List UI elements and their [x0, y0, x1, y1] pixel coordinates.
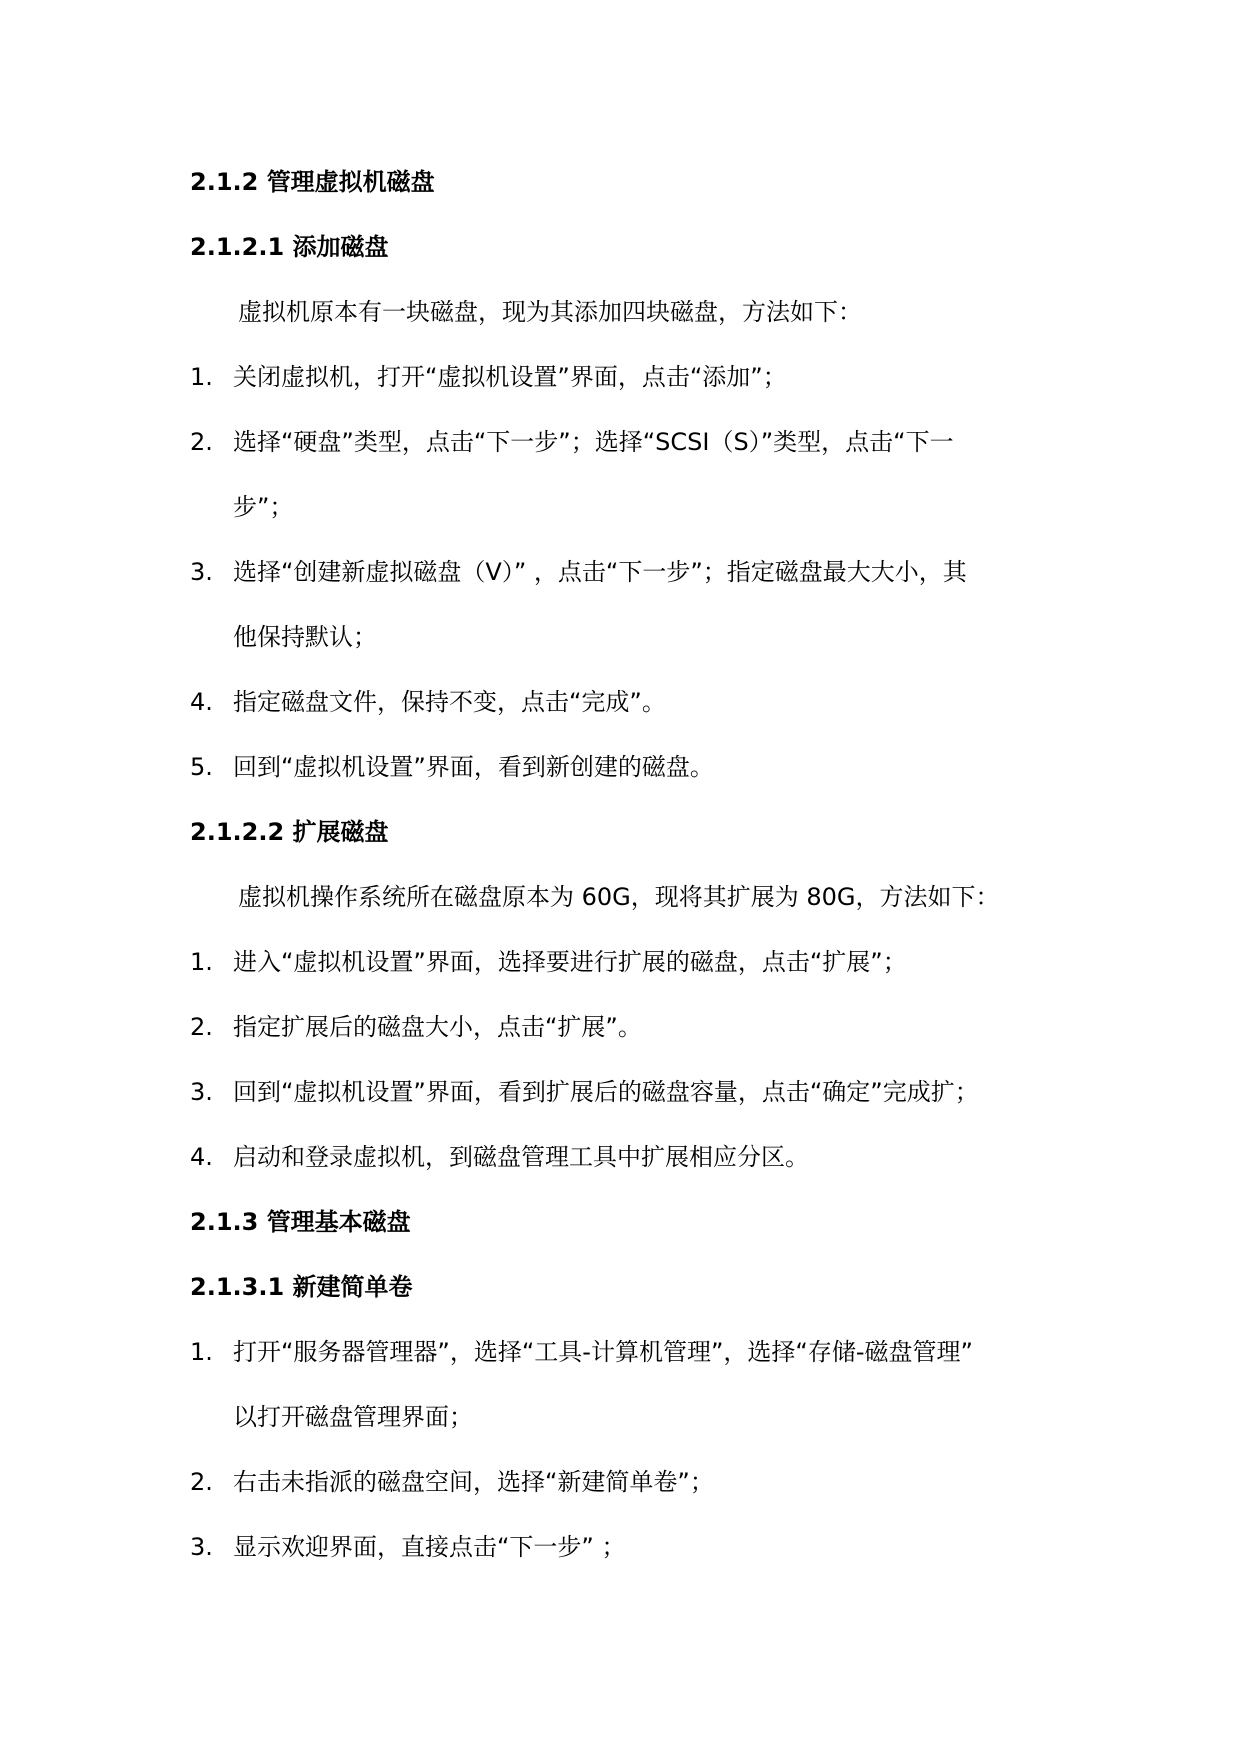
- list-text: 选择“硬盘”类型，点击“下一步”；选择“SCSI（S）”类型，点击“下一: [233, 428, 954, 456]
- list-continuation: 他保持默认；: [233, 623, 377, 651]
- list-item: [190, 670, 1070, 735]
- list-text: 右击未指派的磁盘空间，选择“新建简单卷”；: [233, 1468, 714, 1496]
- list-number: 3.: [190, 1533, 213, 1561]
- list-number: 4.: [190, 1143, 213, 1171]
- list-number: 3.: [190, 1078, 213, 1106]
- list-text: 打开“服务器管理器”，选择“工具-计算机管理”，选择“存储-磁盘管理”: [233, 1338, 973, 1366]
- list-number: 3.: [190, 558, 213, 586]
- list-item: [190, 410, 1070, 475]
- list-item: [190, 540, 1070, 605]
- list-continuation: 步”；: [233, 493, 294, 521]
- list-number: 2.: [190, 1468, 213, 1496]
- list-number: 1.: [190, 1338, 213, 1366]
- list-item: [190, 345, 1070, 410]
- intro-paragraph-extend-disk: 虚拟机操作系统所在磁盘原本为 60G，现将其扩展为 80G，方法如下：: [238, 883, 1000, 911]
- list-text: 回到“虚拟机设置”界面，看到扩展后的磁盘容量，点击“确定”完成扩；: [233, 1078, 979, 1106]
- heading-2-1-2: 2.1.2 管理虚拟机磁盘: [190, 168, 435, 196]
- list-text: 进入“虚拟机设置”界面，选择要进行扩展的磁盘，点击“扩展”；: [233, 948, 907, 976]
- heading-2-1-3: 2.1.3 管理基本磁盘: [190, 1208, 411, 1236]
- list-text: 显示欢迎界面，直接点击“下一步” ；: [233, 1533, 626, 1561]
- list-text: 回到“虚拟机设置”界面，看到新创建的磁盘。: [233, 753, 714, 781]
- list-number: 5.: [190, 753, 213, 781]
- list-item: [190, 930, 1070, 995]
- list-number: 2.: [190, 428, 213, 456]
- list-text: 启动和登录虚拟机，到磁盘管理工具中扩展相应分区。: [233, 1143, 809, 1171]
- list-item: [190, 1450, 1070, 1515]
- heading-2-1-3-1: 2.1.3.1 新建简单卷: [190, 1273, 413, 1301]
- list-item: [190, 1060, 1070, 1125]
- list-item: [190, 995, 1070, 1060]
- intro-paragraph-add-disk: 虚拟机原本有一块磁盘，现为其添加四块磁盘，方法如下：: [238, 298, 862, 326]
- list-text: 指定磁盘文件，保持不变，点击“完成”。: [233, 688, 666, 716]
- list-item: [190, 1125, 1070, 1190]
- list-number: 1.: [190, 363, 213, 391]
- list-continuation: 以打开磁盘管理界面；: [233, 1403, 473, 1431]
- list-number: 1.: [190, 948, 213, 976]
- list-text: 指定扩展后的磁盘大小，点击“扩展”。: [233, 1013, 642, 1041]
- list-item: [190, 1515, 1070, 1580]
- document-body: [190, 150, 1070, 1580]
- list-item: [190, 1320, 1070, 1385]
- list-item: [190, 735, 1070, 800]
- heading-2-1-2-2: 2.1.2.2 扩展磁盘: [190, 818, 389, 846]
- heading-2-1-2-1: 2.1.2.1 添加磁盘: [190, 233, 389, 261]
- list-number: 4.: [190, 688, 213, 716]
- list-text: 关闭虚拟机，打开“虚拟机设置”界面，点击“添加”；: [233, 363, 787, 391]
- list-number: 2.: [190, 1013, 213, 1041]
- list-text: 选择“创建新虚拟磁盘（V）” ，点击“下一步”；指定磁盘最大大小，其: [233, 558, 967, 586]
